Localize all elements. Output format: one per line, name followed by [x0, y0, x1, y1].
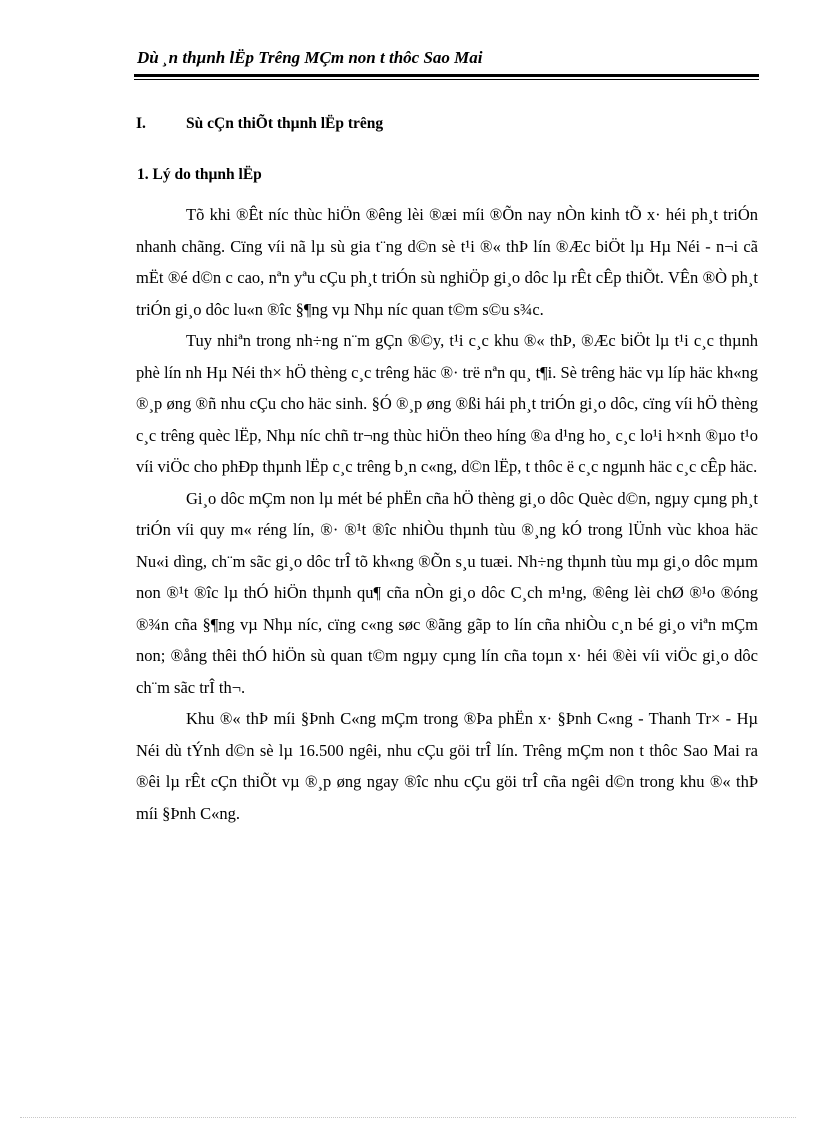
- paragraph: Khu ®« thÞ míi §Þnh C«ng mÇm trong ®Þa phËn x· §Þnh C«ng - Thanh Tr× - Hµ Néi dù tÝnh d©n sè lµ 16.500 ngêi, nhu cÇu göi trÎ lín. Trêng mÇm non t thôc Sao Mai ra ®êi lµ rÊt cÇn thiÕt vµ ®¸p øng ngay ®îc nhu cÇu göi trÎ cña ngêi d©n trong khu ®« thÞ míi §Þnh C«ng.: [136, 709, 758, 823]
- section-title: Sù cÇn thiÕt thµnh lËp trêng: [186, 115, 384, 132]
- header-rule-thick: [134, 74, 759, 77]
- running-header-title: Dù ¸n thµnh lËp Trêng MÇm non t thôc Sao Mai: [137, 48, 483, 67]
- paragraph: Tuy nhiªn trong nh÷ng n¨m gÇn ®©y, t¹i c¸c khu ®« thÞ, ®Æc biÖt lµ t¹i c¸c thµnh phè lín nh Hµ Néi th× hÖ thèng c¸c trêng häc ®· trë nªn qu¸ t¶i. Sè trêng häc vµ líp häc kh«ng ®¸p øng ®ñ nhu cÇu cho häc sinh. §Ó ®¸p øng ®ßi hái ph¸t triÓn gi¸o dôc, cïng víi hÖ thèng c¸c trêng quèc lËp, Nhµ níc chñ tr¬ng thùc hiÖn theo híng ®a d¹ng ho¸ c¸c lo¹i h×nh ®µo t¹o víi viÖc cho phÐp thµnh lËp c¸c trêng b¸n c«ng, d©n lËp, t thôc ë c¸c ngµnh häc c¸c cÊp häc.: [136, 331, 758, 476]
- page-bottom-divider: [20, 1117, 796, 1118]
- paragraph: Gi¸o dôc mÇm non lµ mét bé phËn cña hÖ thèng gi¸o dôc Quèc d©n, ngµy cµng ph¸t triÓn víi quy m« réng lín, ®· ®¹t ®îc nhiÒu thµnh tùu ®¸ng kÓ trong lÜnh vùc khoa häc Nu«i dìng, ch¨m sãc gi¸o dôc trÎ tõ kh«ng ®Õn s¸u tuæi. Nh÷ng thµnh tùu mµ gi¸o dôc mµm non ®¹t ®îc lµ thÓ hiÖn thµnh qu¶ cña nÒn gi¸o dôc C¸ch m¹ng, ®êng lèi chØ ®¹o ®óng ®¾n cña §¶ng vµ Nhµ níc, cïng c«ng søc ®ãng gãp to lín cña nhiÒu c¸n bé gi¸o viªn mÇm non; ®ång thêi thÓ hiÖn sù quan t©m ngµy cµng lín cña toµn x· héi ®èi víi viÖc gi¸o dôc ch¨m sãc trÎ th¬.: [136, 488, 758, 697]
- paragraph: Tõ khi ®Êt níc thùc hiÖn ®êng lèi ®æi míi ®Õn nay nÒn kinh tÕ x· héi ph¸t triÓn nhanh chãng. Cïng víi nã lµ sù gia t¨ng d©n sè t¹i ®« thÞ lín ®Æc biÖt lµ Hµ Néi - n¬i cã mËt ®é d©n c cao, nªn yªu cÇu ph¸t triÓn sù nghiÖp gi¸o dôc lµ rÊt cÊp thiÕt. VÊn ®Ò ph¸t triÓn gi¸o dôc lu«n ®îc §¶ng vµ Nhµ níc quan t©m s©u s¾c.: [136, 205, 758, 319]
- body-text: [136, 199, 758, 829]
- section-number: I.: [136, 115, 146, 132]
- header-rule-thin: [134, 79, 759, 80]
- subsection-heading: 1. Lý do thµnh lËp: [137, 166, 262, 183]
